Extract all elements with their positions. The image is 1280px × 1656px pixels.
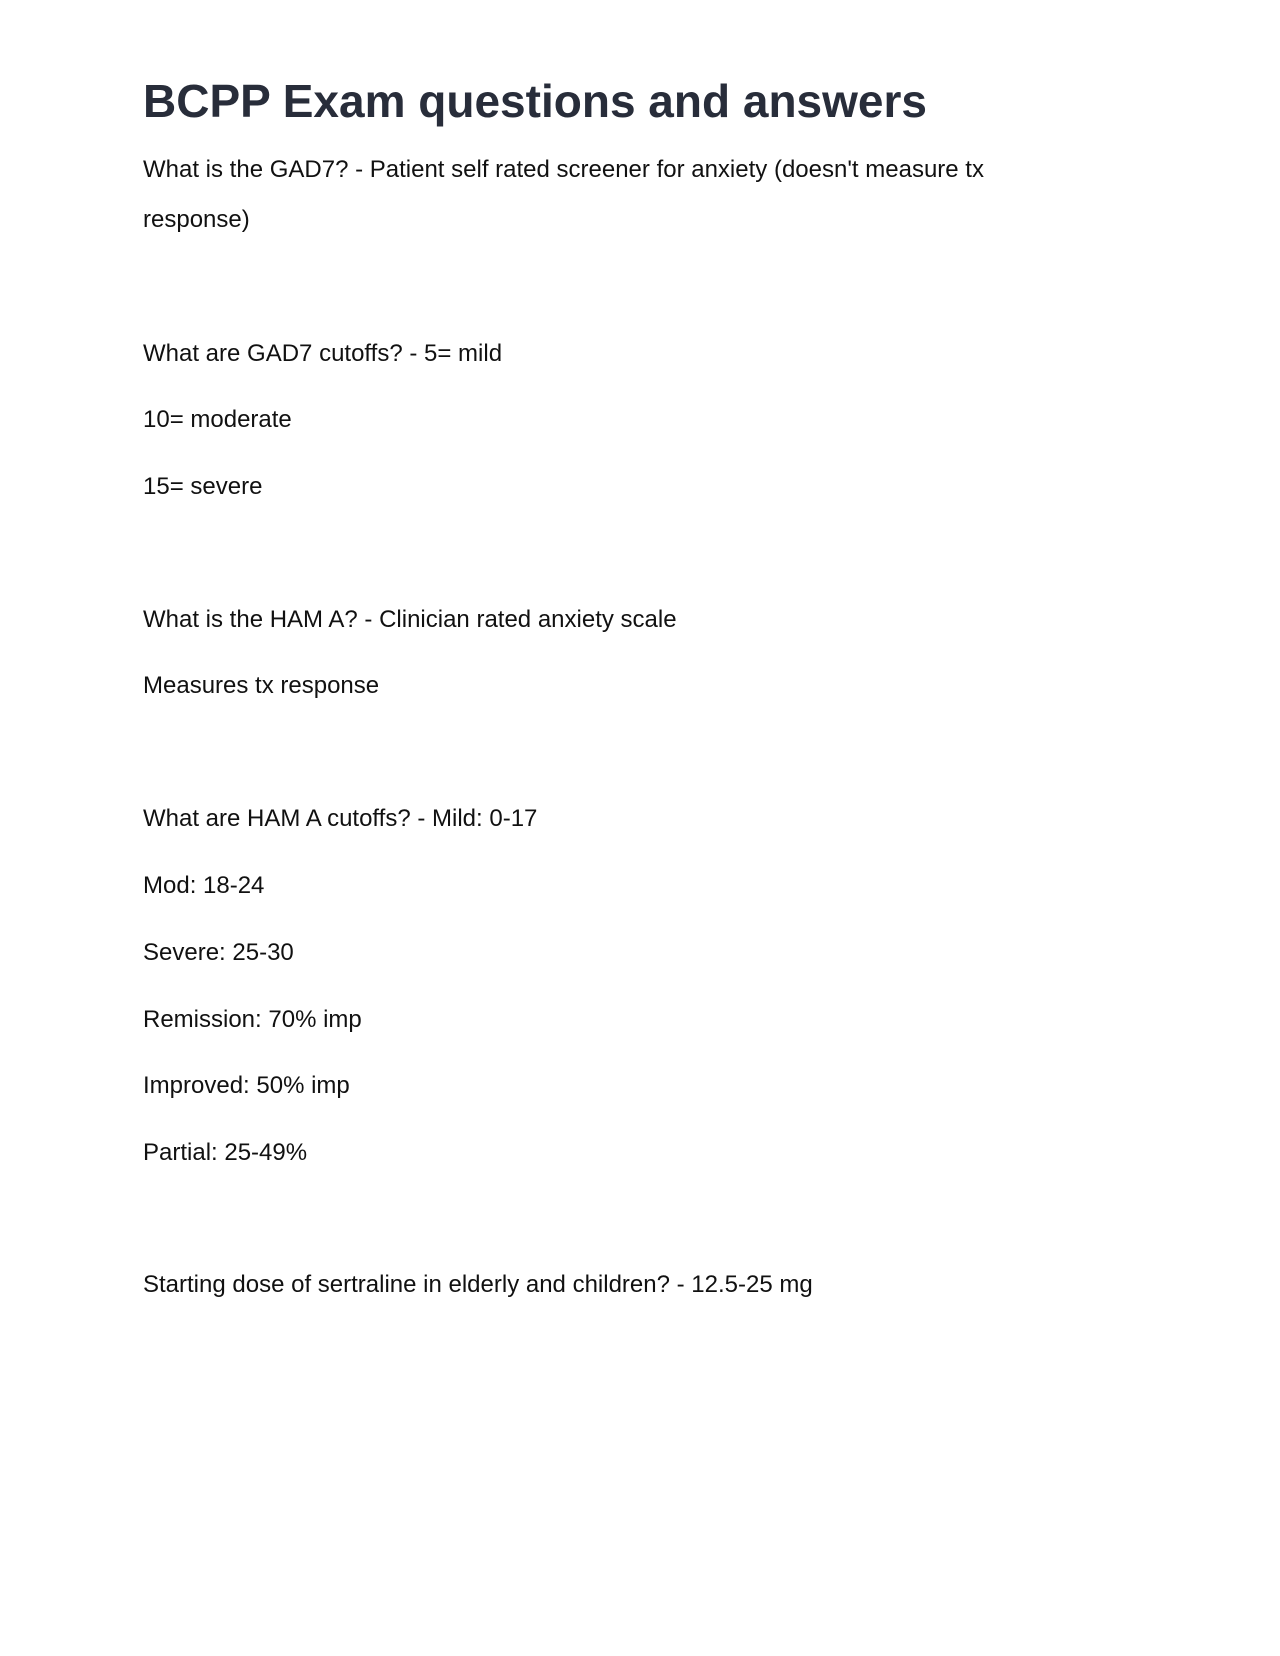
answer-line: 10= moderate [143, 406, 292, 433]
document-title: BCPP Exam questions and answers [143, 75, 927, 127]
answer-line: Mod: 18-24 [143, 872, 265, 899]
answer-line: Remission: 70% imp [143, 1006, 362, 1033]
answer-line: Improved: 50% imp [143, 1072, 350, 1099]
answer-line: Severe: 25-30 [143, 939, 294, 966]
question-line: What is the GAD7? - Patient self rated screener for anxiety (doesn't measure tx [143, 156, 984, 183]
answer-line: Partial: 25-49% [143, 1139, 308, 1166]
answer-line: 15= severe [143, 473, 263, 500]
question-line: What are GAD7 cutoffs? - 5= mild [143, 340, 503, 367]
answer-continuation: response) [143, 206, 250, 233]
answer-line: Measures tx response [143, 672, 380, 699]
question-line: What is the HAM A? - Clinician rated anxiety scale [143, 606, 677, 633]
question-line: What are HAM A cutoffs? - Mild: 0-17 [143, 805, 538, 832]
question-line: Starting dose of sertraline in elderly and children? - 12.5-25 mg [143, 1271, 813, 1298]
